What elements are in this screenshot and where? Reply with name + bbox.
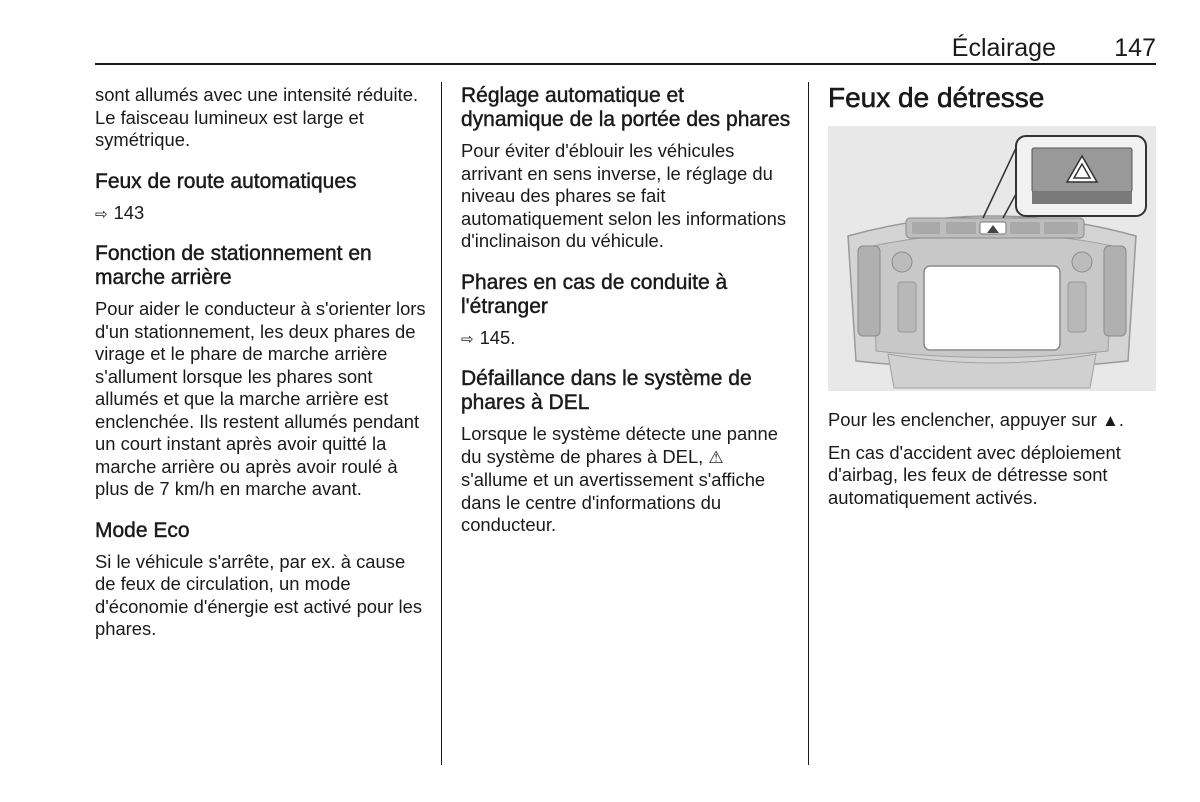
arrow-reference-icon: ⇨ — [95, 205, 108, 223]
center-console-drawing — [828, 126, 1156, 391]
column-2 — [461, 84, 791, 546]
led-fault-text-1: Lorsque le système détecte une panne du système de phares à DEL, — [461, 423, 778, 467]
heading-eco-mode: Mode Eco — [95, 518, 190, 542]
heading-driving-abroad: Phares en cas de conduite à l'étranger — [461, 270, 728, 318]
page-header — [95, 30, 1156, 63]
press-instruction: Pour les enclencher, appuyer sur ▲. — [828, 409, 1124, 430]
heading-range-adjustment: Réglage automatique et dynamique de la portée des phares — [461, 84, 791, 131]
column-divider-2 — [808, 82, 809, 765]
dashboard-illustration — [828, 126, 1156, 391]
column-divider-1 — [441, 82, 442, 765]
column-3 — [828, 84, 1158, 518]
parking-paragraph: Pour aider le conducteur à s'orienter lors d'un stationnement, les deux phares de virage et le phare de marche arrière s'allument lorsque les phares sont allumés et que la marche arrière est enclenchée. Ils restent allumés pendant un court instant après avoir quitté la marche arrière ou après avoir roulé à plus de 7 km/h en marche avant. — [95, 298, 426, 499]
press-text: Pour les enclencher, appuyer sur — [828, 409, 1097, 430]
reference-page: 145. — [479, 326, 516, 348]
heading-auto-high-beam: Feux de route automatiques — [95, 169, 357, 193]
heading-led-fault: Défaillance dans le système de phares à DEL — [461, 367, 752, 414]
heading-hazard-lights: Feux de détresse — [828, 82, 1045, 113]
column-1 — [95, 84, 430, 650]
reference-page: 143 — [113, 201, 145, 223]
led-fault-text-2: s'allume et un avertissement s'affiche dans le centre d'informations du conducteur. — [461, 469, 766, 535]
arrow-reference-icon: ⇨ — [461, 330, 474, 348]
chapter-title: Éclairage — [951, 34, 1056, 62]
reference-driving-abroad[interactable] — [461, 327, 791, 352]
intro-paragraph: sont allumés avec une intensité réduite. Le faisceau lumineux est large et symétrique. — [95, 84, 419, 150]
airbag-paragraph: En cas d'accident avec déploiement d'airbag, les feux de détresse sont automatiquement activés. — [828, 441, 1121, 508]
reference-auto-high-beam[interactable] — [95, 202, 430, 227]
heading-parking-function: Fonction de stationnement en marche arrière — [95, 242, 372, 289]
eco-paragraph: Si le véhicule s'arrête, par ex. à cause de feux de circulation, un mode d'économie d'énergie est activé pour les phares. — [95, 550, 423, 639]
page-number: 147 — [1114, 34, 1156, 62]
led-fault-paragraph — [461, 423, 791, 537]
hazard-warning-triangle-icon: ▲ — [1102, 411, 1119, 430]
header-rule — [95, 63, 1156, 65]
led-headlight-fault-icon: ⚠ — [708, 447, 724, 467]
range-paragraph: Pour éviter d'éblouir les véhicules arrivant en sens inverse, le réglage du niveau des phares se fait automatiquement selon les informations d'inclinaison du véhicule. — [461, 140, 787, 251]
